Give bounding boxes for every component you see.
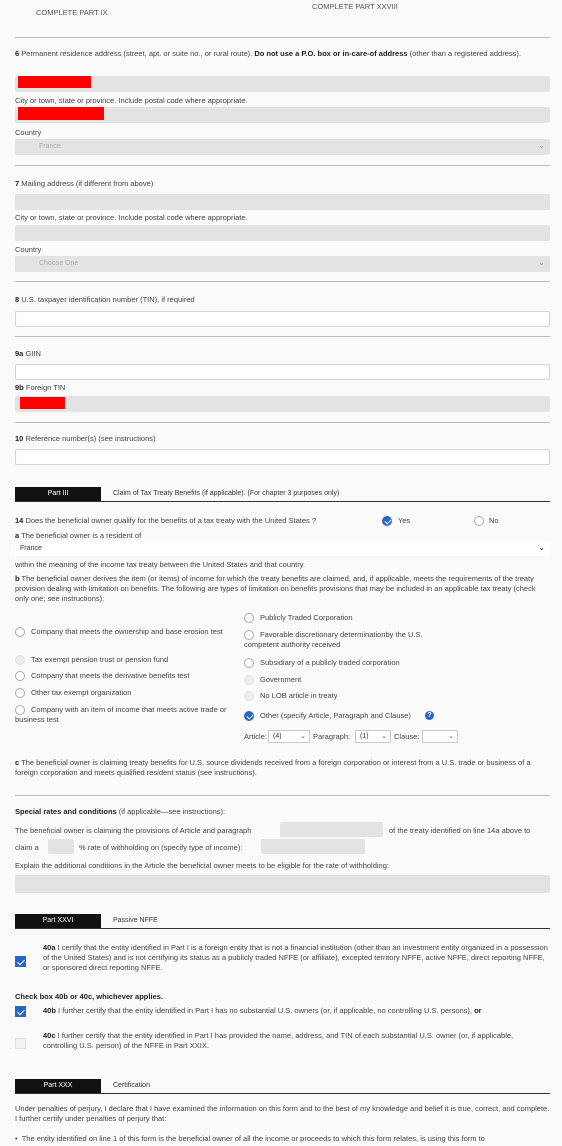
article-label: Article: bbox=[244, 732, 267, 741]
permanent-address-input[interactable] bbox=[15, 76, 550, 92]
line6-country-select[interactable] bbox=[15, 139, 550, 155]
article-select[interactable] bbox=[268, 730, 310, 743]
line40b-text: 40b I further certify that the entity identified in Part I has no substantial U.S. owners (or, if applicable, no controlling U.S. persons), or bbox=[43, 1006, 482, 1015]
lob-ownership-label: Company that meets the ownership and base erosion test bbox=[31, 627, 223, 636]
line40b-checkbox[interactable] bbox=[15, 1006, 26, 1017]
lob-other-tax-exempt-radio[interactable] bbox=[15, 688, 25, 698]
q14a-label: a The beneficial owner is a resident of bbox=[15, 531, 142, 540]
lob-derivative-label: Company that meets the derivative benefits test bbox=[31, 671, 190, 680]
chevron-down-icon: ⌄ bbox=[381, 733, 387, 740]
lob-publicly-traded-label: Publicly Traded Corporation bbox=[260, 613, 353, 622]
us-tin-input[interactable] bbox=[15, 311, 550, 327]
clause-label: Clause: bbox=[394, 732, 420, 741]
part30-header bbox=[15, 1079, 550, 1094]
line6-city-input[interactable] bbox=[15, 107, 550, 123]
lob-subsidiary-label: Subsidiary of a publicly traded corporation bbox=[260, 658, 400, 667]
article-value: (4) bbox=[273, 733, 282, 740]
special-rates-label: Special rates and conditions (if applicable—see instructions): bbox=[15, 807, 226, 816]
bullet-icon: • bbox=[15, 1134, 18, 1143]
explain-text: Explain the additional conditions in the Article the beneficial owner meets to be eligible for the rate of withholding: bbox=[15, 861, 389, 870]
lob-no-lob-radio[interactable] bbox=[244, 691, 254, 701]
lob-other-label: Other (specify Article, Paragraph and Clause) bbox=[260, 711, 411, 720]
part26-title: Passive NFFE bbox=[113, 917, 158, 924]
chevron-down-icon: ⌄ bbox=[300, 733, 306, 740]
paragraph-value: (1) bbox=[360, 733, 369, 740]
redacted-block bbox=[18, 107, 104, 120]
divider bbox=[15, 165, 550, 166]
lob-government-radio[interactable] bbox=[244, 675, 254, 685]
line9a-label: 9a GIIN bbox=[15, 349, 41, 358]
check-box-instruction: Check box 40b or 40c, whichever applies. bbox=[15, 992, 163, 1001]
line8-label: 8 U.S. taxpayer identification number (TIN), if required bbox=[15, 295, 195, 304]
help-icon[interactable]: ? bbox=[425, 711, 434, 720]
chevron-down-icon: ⌄ bbox=[448, 733, 454, 740]
complete-part-xxviii-label: COMPLETE PART XXVIII bbox=[312, 2, 398, 11]
lob-other-tax-exempt-label: Other tax exempt organization bbox=[31, 688, 132, 697]
rate-input[interactable] bbox=[48, 839, 74, 854]
mailing-address-input[interactable] bbox=[15, 194, 550, 210]
divider bbox=[15, 281, 550, 282]
line6-city-label: City or town, state or province. Include postal code where appropriate. bbox=[15, 96, 248, 105]
rate-text: % rate of withholding on (specify type of income): bbox=[79, 843, 243, 852]
part3-title: Claim of Tax Treaty Benefits (if applicable). (For chapter 3 purposes only) bbox=[113, 490, 340, 497]
q14-yes-label: Yes bbox=[398, 516, 411, 525]
q14b-text: b The beneficial owner derives the item (or items) of income for which the treaty benefits are claimed, and, if applicable, meets the requirements of the treaty provision dealing with limitation on benefits. The following are types of limitation on benefits provisions that may be included in an applicable tax treaty (check only one; see instructions): bbox=[15, 574, 536, 603]
treaty-text: of the treaty identified on line 14a above to bbox=[389, 826, 531, 835]
line10-label: 10 Reference number(s) (see instructions) bbox=[15, 434, 156, 443]
line40c-checkbox[interactable] bbox=[15, 1038, 26, 1049]
line6-country-value: France bbox=[39, 143, 61, 150]
q14-yes-radio[interactable] bbox=[382, 516, 392, 526]
q14-no-radio[interactable] bbox=[474, 516, 484, 526]
resident-country-select[interactable] bbox=[15, 542, 550, 556]
clause-select[interactable] bbox=[422, 730, 458, 743]
divider bbox=[15, 422, 550, 423]
claim-a-text: claim a bbox=[15, 843, 39, 852]
resident-country-value: France bbox=[20, 545, 42, 552]
paragraph-label: Paragraph: bbox=[313, 732, 351, 741]
part30-title: Certification bbox=[113, 1082, 150, 1089]
divider bbox=[15, 37, 550, 38]
lob-pension-label: Tax exempt pension trust or pension fund bbox=[31, 655, 169, 664]
redacted-block bbox=[20, 397, 65, 409]
chevron-down-icon: ⌄ bbox=[538, 543, 545, 552]
part3-tag: Part III bbox=[15, 487, 101, 501]
chevron-down-icon: ⌄ bbox=[538, 258, 545, 267]
q14-no-label: No bbox=[489, 516, 499, 525]
line40a-checkbox[interactable] bbox=[15, 956, 26, 967]
lob-subsidiary-radio[interactable] bbox=[244, 658, 254, 668]
certification-bullet-1: • The entity identified on line 1 of this form is the beneficial owner of all the income or proceeds to which this form relates, is using this form to bbox=[15, 1134, 485, 1143]
reference-number-input[interactable] bbox=[15, 449, 550, 465]
divider bbox=[15, 336, 550, 337]
lob-active-trade-label: Company with an item of income that meets active trade or business test bbox=[15, 705, 227, 724]
lob-publicly-traded-radio[interactable] bbox=[244, 613, 254, 623]
divider bbox=[15, 795, 550, 796]
part26-tag: Part XXVI bbox=[15, 914, 101, 928]
lob-no-lob-label: No LOB article in treaty bbox=[260, 691, 338, 700]
lob-pension-radio[interactable] bbox=[15, 655, 25, 665]
chevron-down-icon: ⌄ bbox=[538, 141, 545, 150]
income-type-input[interactable] bbox=[261, 839, 365, 854]
line7-country-value: Choose One bbox=[39, 260, 79, 267]
line6-label: 6 Permanent residence address (street, apt. or suite no., or rural route). Do not use a P.O. box or in-care-of address (other than a registered address). bbox=[15, 49, 521, 58]
line7-label: 7 Mailing address (if different from above) bbox=[15, 179, 154, 188]
lob-other-radio[interactable] bbox=[244, 711, 254, 721]
line7-country-label: Country bbox=[15, 245, 42, 254]
foreign-tin-input[interactable] bbox=[15, 396, 550, 412]
complete-part-ix-label: COMPLETE PART IX bbox=[36, 8, 108, 17]
paragraph-select[interactable] bbox=[355, 730, 391, 743]
part3-header bbox=[15, 487, 550, 502]
line6-country-label: Country bbox=[15, 128, 42, 137]
line40a-text: 40a I certify that the entity identified in Part I is a foreign entity that is not a financial institution (other than an investment entity organized in a possession of the United States) and is not certifying its status as a publicly traded NFFE (or affiliate), excepted territory NFFE, active NFFE, direct reporting NFFE, or sponsored direct reporting NFFE. bbox=[43, 943, 548, 972]
line7-city-label: City or town, state or province. Include postal code where appropriate. bbox=[15, 213, 248, 222]
explain-conditions-input[interactable] bbox=[15, 875, 550, 893]
line40c-text: 40c I further certify that the entity identified in Part I has provided the name, address, and TIN of each substantial U.S. owner (or, if applicable, controlling U.S. person) of the NFFE in Part XXIX. bbox=[43, 1031, 514, 1050]
part26-header bbox=[15, 914, 550, 929]
lob-derivative-radio[interactable] bbox=[15, 671, 25, 681]
claiming-text: The beneficial owner is claiming the provisions of Article and paragraph bbox=[15, 826, 252, 835]
line7-country-select[interactable] bbox=[15, 256, 550, 272]
article-paragraph-input[interactable] bbox=[280, 822, 383, 837]
lob-favorable-label: Favorable discretionary determinationby the U.S. competent authority received bbox=[244, 630, 423, 649]
redacted-block bbox=[18, 76, 91, 88]
giin-input[interactable] bbox=[15, 364, 550, 380]
part30-tag: Part XXX bbox=[15, 1079, 101, 1093]
line9b-label: 9b Foreign TIN bbox=[15, 383, 66, 392]
line7-city-input[interactable] bbox=[15, 225, 550, 241]
q14a-note: within the meaning of the income tax treaty between the United States and that country. bbox=[15, 560, 306, 569]
q14-label: 14 Does the beneficial owner qualify for the benefits of a tax treaty with the United States ? bbox=[15, 516, 317, 525]
perjury-text: Under penalties of perjury, I declare that I have examined the information on this form and to the best of my knowledge and belief it is true, correct, and complete. I further certify under penalties of perjury that: bbox=[15, 1104, 550, 1123]
q14c-text: c The beneficial owner is claiming treaty benefits for U.S. source dividends received from a foreign corporation or interest from a U.S. trade or business of a foreign corporation and meets qualified resident status (see instructions). bbox=[15, 758, 531, 777]
lob-government-label: Government bbox=[260, 675, 302, 684]
